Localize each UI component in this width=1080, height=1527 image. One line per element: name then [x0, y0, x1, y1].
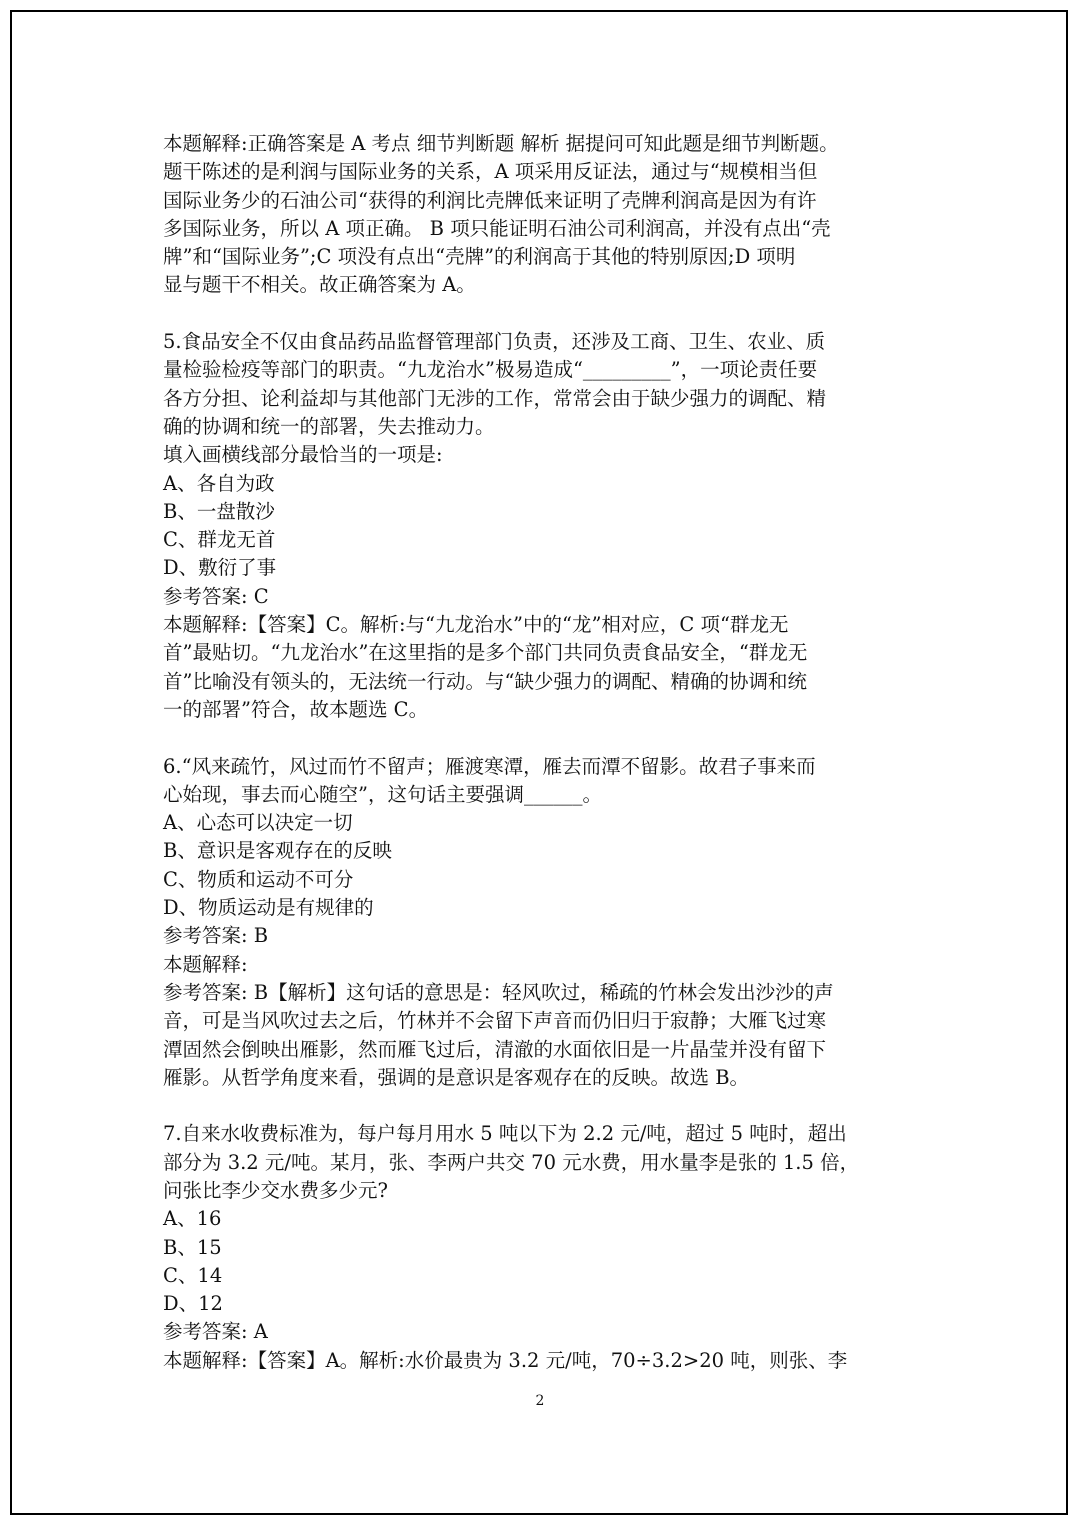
text-line: C、14 — [163, 1263, 223, 1287]
text-line: 参考答案: A — [163, 1320, 268, 1344]
text-line: B、一盘散沙 — [163, 499, 275, 523]
paragraph-gap — [163, 1092, 923, 1120]
text-line: 题干陈述的是利润与国际业务的关系，A 项采用反证法，通过与“规模相当但 — [163, 160, 818, 184]
text-line: A、16 — [163, 1207, 222, 1231]
question-block-q5 — [163, 328, 923, 724]
text-line: 首”比喻没有领头的，无法统一行动。与“缺少强力的调配、精确的协调和统 — [163, 669, 807, 693]
text-line: C、物质和运动不可分 — [163, 867, 354, 891]
text-line: 一的部署”符合，故本题选 C。 — [163, 697, 429, 721]
text-line: D、12 — [163, 1292, 223, 1316]
text-line: 问张比李少交水费多少元? — [163, 1178, 388, 1202]
text-line: 雁影。从哲学角度来看，强调的是意识是客观存在的反映。故选 B。 — [163, 1065, 750, 1089]
text-line: 部分为 3.2 元/吨。某月，张、李两户共交 70 元水费，用水量李是张的 1.5 倍， — [163, 1150, 860, 1174]
text-line: 音，可是当风吹过去之后，竹林并不会留下声音而仍旧归于寂静；大雁飞过寒 — [163, 1009, 827, 1033]
text-line: 本题解释: — [163, 952, 248, 976]
text-line: 6.“风来疏竹，风过而竹不留声；雁渡寒潭，雁去而潭不留影。故君子事来而 — [163, 754, 816, 778]
document-body — [163, 130, 923, 1375]
text-line: 牌”和“国际业务”;C 项没有点出“壳牌”的利润高于其他的特别原因;D 项明 — [163, 245, 796, 269]
question-block-q6 — [163, 753, 923, 1093]
question-block-q7 — [163, 1120, 923, 1375]
text-line: D、物质运动是有规律的 — [163, 896, 374, 920]
text-line: A、各自为政 — [163, 471, 275, 495]
text-line: 7.自来水收费标准为，每户每月用水 5 吨以下为 2.2 元/吨，超过 5 吨时，超出 — [163, 1122, 847, 1146]
text-line: 潭固然会倒映出雁影，然而雁飞过后，清澈的水面依旧是一片晶莹并没有留下 — [163, 1037, 827, 1061]
text-line: 量检验检疫等部门的职责。“九龙治水”极易造成“_________”，一项论责任要 — [163, 358, 818, 382]
text-line: 确的协调和统一的部署，失去推动力。 — [163, 414, 495, 438]
text-line: 本题解释:【答案】A。解析:水价最贵为 3.2 元/吨，70÷3.2>20 吨，则张、李 — [163, 1348, 848, 1372]
text-line: 5.食品安全不仅由食品药品监督管理部门负责，还涉及工商、卫生、农业、质 — [163, 330, 826, 354]
text-line: 参考答案: B【解析】这句话的意思是：轻风吹过，稀疏的竹林会发出沙沙的声 — [163, 980, 834, 1004]
text-line: 参考答案: B — [163, 924, 269, 948]
text-line: A、心态可以决定一切 — [163, 811, 353, 835]
paragraph-gap — [163, 724, 923, 752]
text-line: D、敷衍了事 — [163, 556, 277, 580]
text-line: 心始现，事去而心随空”，这句话主要强调______。 — [163, 782, 602, 806]
text-line: C、群龙无首 — [163, 528, 276, 552]
text-line: 本题解释:正确答案是 A 考点 细节判断题 解析 据提问可知此题是细节判断题。 — [163, 132, 839, 155]
text-line: 各方分担、论利益却与其他部门无涉的工作，常常会由于缺少强力的调配、精 — [163, 386, 827, 410]
text-line: 显与题干不相关。故正确答案为 A。 — [163, 273, 476, 297]
question-block-q4-explanation — [163, 130, 923, 300]
text-line: 填入画横线部分最恰当的一项是: — [163, 443, 443, 467]
paragraph-gap — [163, 300, 923, 328]
text-line: 参考答案: C — [163, 584, 269, 608]
text-line: B、意识是客观存在的反映 — [163, 839, 392, 863]
text-line: B、15 — [163, 1235, 222, 1259]
text-line: 国际业务少的石油公司“获得的利润比壳牌低来证明了壳牌利润高是因为有许 — [163, 188, 817, 212]
text-line: 首”最贴切。“九龙治水”在这里指的是多个部门共同负责食品安全，“群龙无 — [163, 641, 808, 665]
page-number: 2 — [535, 1393, 545, 1409]
text-line: 本题解释:【答案】C。解析:与“九龙治水”中的“龙”相对应，C 项“群龙无 — [163, 613, 789, 637]
text-line: 多国际业务，所以 A 项正确。 B 项只能证明石油公司利润高，并没有点出“壳 — [163, 216, 831, 240]
